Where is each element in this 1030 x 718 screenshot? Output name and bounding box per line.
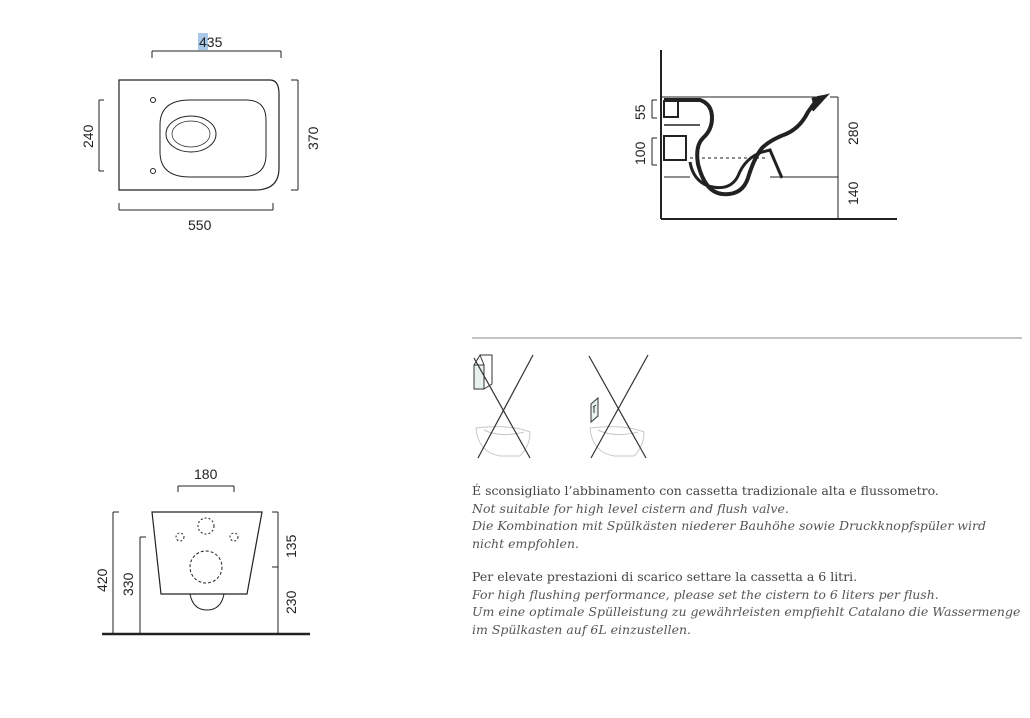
warning-text-it: É sconsigliato l’abbinamento con cassetta tradizionale alta e flussometro.	[472, 483, 939, 498]
flush-valve-crossed-icon	[589, 355, 648, 458]
waste-outlet-hole	[190, 551, 222, 583]
dim-240: 240	[80, 124, 96, 148]
dim-55: 55	[632, 104, 648, 120]
dim-230: 230	[283, 590, 299, 614]
warning-text-en: Not suitable for high level cistern and flush valve.	[472, 500, 789, 516]
flush-text-it: Per elevate prestazioni di scarico settare la cassetta a 6 litri.	[472, 569, 858, 584]
dim-135: 135	[283, 534, 299, 558]
fixing-hole	[176, 533, 184, 541]
dim-180: 180	[194, 466, 218, 482]
top-view	[99, 51, 298, 210]
bowl-inner-rim	[160, 100, 266, 177]
warning-text-de: Die Kombination mit Spülkästen niederer Bauhöhe sowie Druckknopfspüler wird nicht empfohlen.	[472, 518, 986, 551]
dim-435: 435	[199, 34, 223, 50]
bowl-front-outline	[152, 512, 262, 594]
dim-420: 420	[94, 568, 110, 592]
dim-280: 280	[845, 121, 861, 145]
fixing-hole	[151, 98, 156, 103]
flush-text-en: For high flushing performance, please set the cistern to 6 liters per flush.	[472, 586, 939, 602]
flush-text-de: Um eine optimale Spülleistung zu gewährleisten empfiehlt Catalano die Wassermenge im Spülkasten auf 6L einzustellen.	[472, 604, 1021, 637]
front-view	[102, 486, 310, 634]
waste-opening	[166, 116, 216, 152]
fixing-hole	[230, 533, 238, 541]
bowl-top-outline	[119, 80, 279, 190]
high-cistern-crossed-icon	[474, 355, 533, 458]
dim-330: 330	[120, 572, 136, 596]
cistern-warning-note	[472, 482, 1022, 552]
dim-140: 140	[845, 181, 861, 205]
fixing-hole	[151, 169, 156, 174]
dim-370: 370	[305, 126, 321, 150]
dim-550: 550	[188, 217, 212, 233]
bowl-section	[664, 97, 824, 194]
dim-100: 100	[632, 141, 648, 165]
flush-volume-note	[472, 568, 1022, 638]
waste-pipe-hole	[198, 518, 214, 534]
